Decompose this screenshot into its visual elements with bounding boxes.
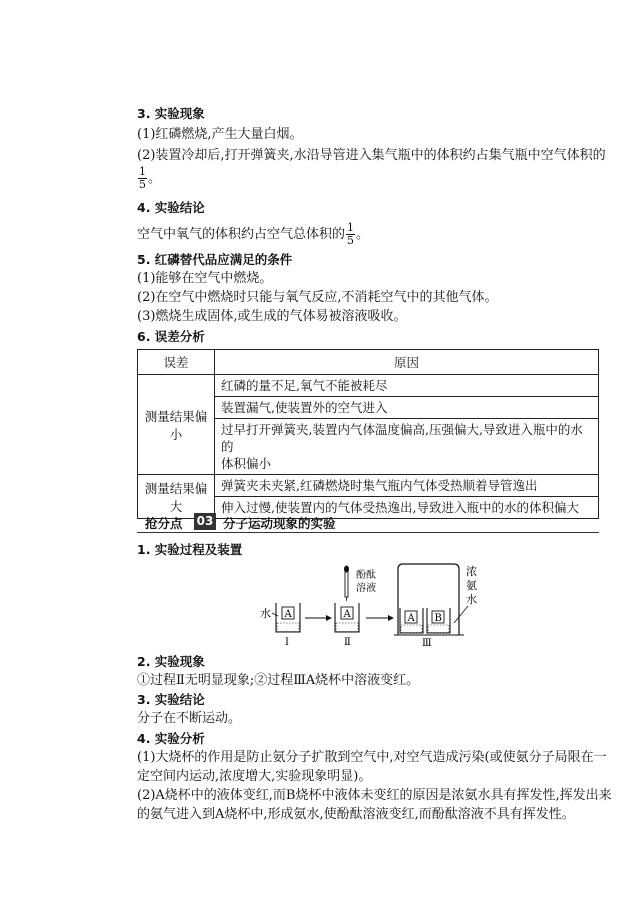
category-high: 测量结果偏大 [138,475,215,519]
dropper-icon [345,571,348,597]
section-number-badge: 03 [194,513,216,530]
heading-conclusion-2: 3. 实验结论 [137,692,205,707]
ammonia-label-2: 氨 [466,579,477,592]
heading-procedure: 1. 实验过程及装置 [137,542,243,557]
reason-cell: 装置漏气,使装置外的空气进入 [215,397,599,419]
section-bar [137,511,599,533]
section-label: 抢分点 [145,516,183,531]
header-error: 误差 [138,350,215,375]
category-low: 测量结果偏小 [138,375,215,475]
table-header-row [138,350,599,375]
analysis-line-1: (1)大烧杯的作用是防止氨分子扩散到空气中,对空气造成污染(或使氨分子局限在一 [137,750,607,765]
heading-conclusion: 4. 实验结论 [137,200,205,215]
heading-phenomenon-2: 2. 实验现象 [137,654,205,669]
svg-text:A: A [284,609,292,620]
apparatus-diagram [258,561,488,656]
analysis-line-4: 的氨气进入到A烧杯中,形成氨水,使酚酞溶液变红,而酚酞溶液不具有挥发性。 [137,807,575,822]
step-1-label: Ⅰ [285,637,289,648]
reagent-label-2: 溶液 [356,583,376,594]
condition-item-3: (3)燃烧生成固体,或生成的气体易被溶液吸收。 [137,309,407,324]
ammonia-label-3: 水 [466,593,477,606]
heading-phenomenon: 3. 实验现象 [137,106,205,121]
ammonia-label-1: 浓 [466,565,477,578]
heading-error-analysis: 6. 误差分析 [137,329,205,344]
reason-cell: 伸入过慢,使装置内的气体受热逸出,导致进入瓶中的水的体积偏大 [215,497,599,519]
phenomenon-item-1: (1)红磷燃烧,产生大量白烟。 [137,127,303,142]
svg-text:A: A [407,613,415,624]
reagent-label-1: 酚酞 [356,570,376,581]
phenomenon-item-2-fraction-line: $\frac{1}{5}$ 。 [139,165,162,191]
table-row [138,475,599,497]
section-underline [137,532,599,533]
step-2-label: Ⅱ [344,637,351,648]
analysis-line-2: 定空间内运动,浓度增大,实验现象明显)。 [137,769,372,784]
reason-cell: 弹簧夹未夹紧,红磷燃烧时集气瓶内气体受热顺着导管逸出 [215,475,599,497]
error-analysis-table [137,349,599,519]
condition-item-1: (1)能够在空气中燃烧。 [137,271,273,286]
heading-substitute-conditions: 5. 红磷替代品应满足的条件 [137,252,293,267]
conclusion-text: 空气中氧气的体积约占空气总体积的 $\frac{1}{5}$ 。 [137,221,370,247]
fraction: $\frac{1}{5}$ [347,221,355,247]
phenomenon-2-text: ①过程Ⅱ无明显现象;②过程ⅢA烧杯中溶液变红。 [137,673,420,688]
reason-cell: 过早打开弹簧夹,装置内气体温度偏高,压强偏大,导致进入瓶中的水的 体积偏小 [215,419,599,475]
heading-analysis-2: 4. 实验分析 [137,731,205,746]
table-row [138,375,599,397]
fraction: $\frac{1}{5}$ [139,165,146,191]
reason-cell: 红磷的量不足,氧气不能被耗尽 [215,375,599,397]
step-3-label: Ⅲ [422,638,432,649]
svg-text:A: A [343,609,351,620]
svg-text:B: B [434,613,442,624]
conclusion-2-text: 分子在不断运动。 [137,711,242,726]
analysis-line-3: (2)A烧杯中的液体变红,而B烧杯中液体未变红的原因是浓氨水具有挥发性,挥发出来 [137,788,612,803]
phenomenon-item-2: (2)装置冷却后,打开弹簧夹,水沿导管进入集气瓶中的体积约占集气瓶中空气体积的 [137,148,606,163]
water-label: 水 [260,607,271,620]
header-reason: 原因 [215,350,599,375]
section-title: 分子运动现象的实验 [223,516,336,531]
condition-item-2: (2)在空气中燃烧时只能与氧气反应,不消耗空气中的其他气体。 [137,290,498,305]
